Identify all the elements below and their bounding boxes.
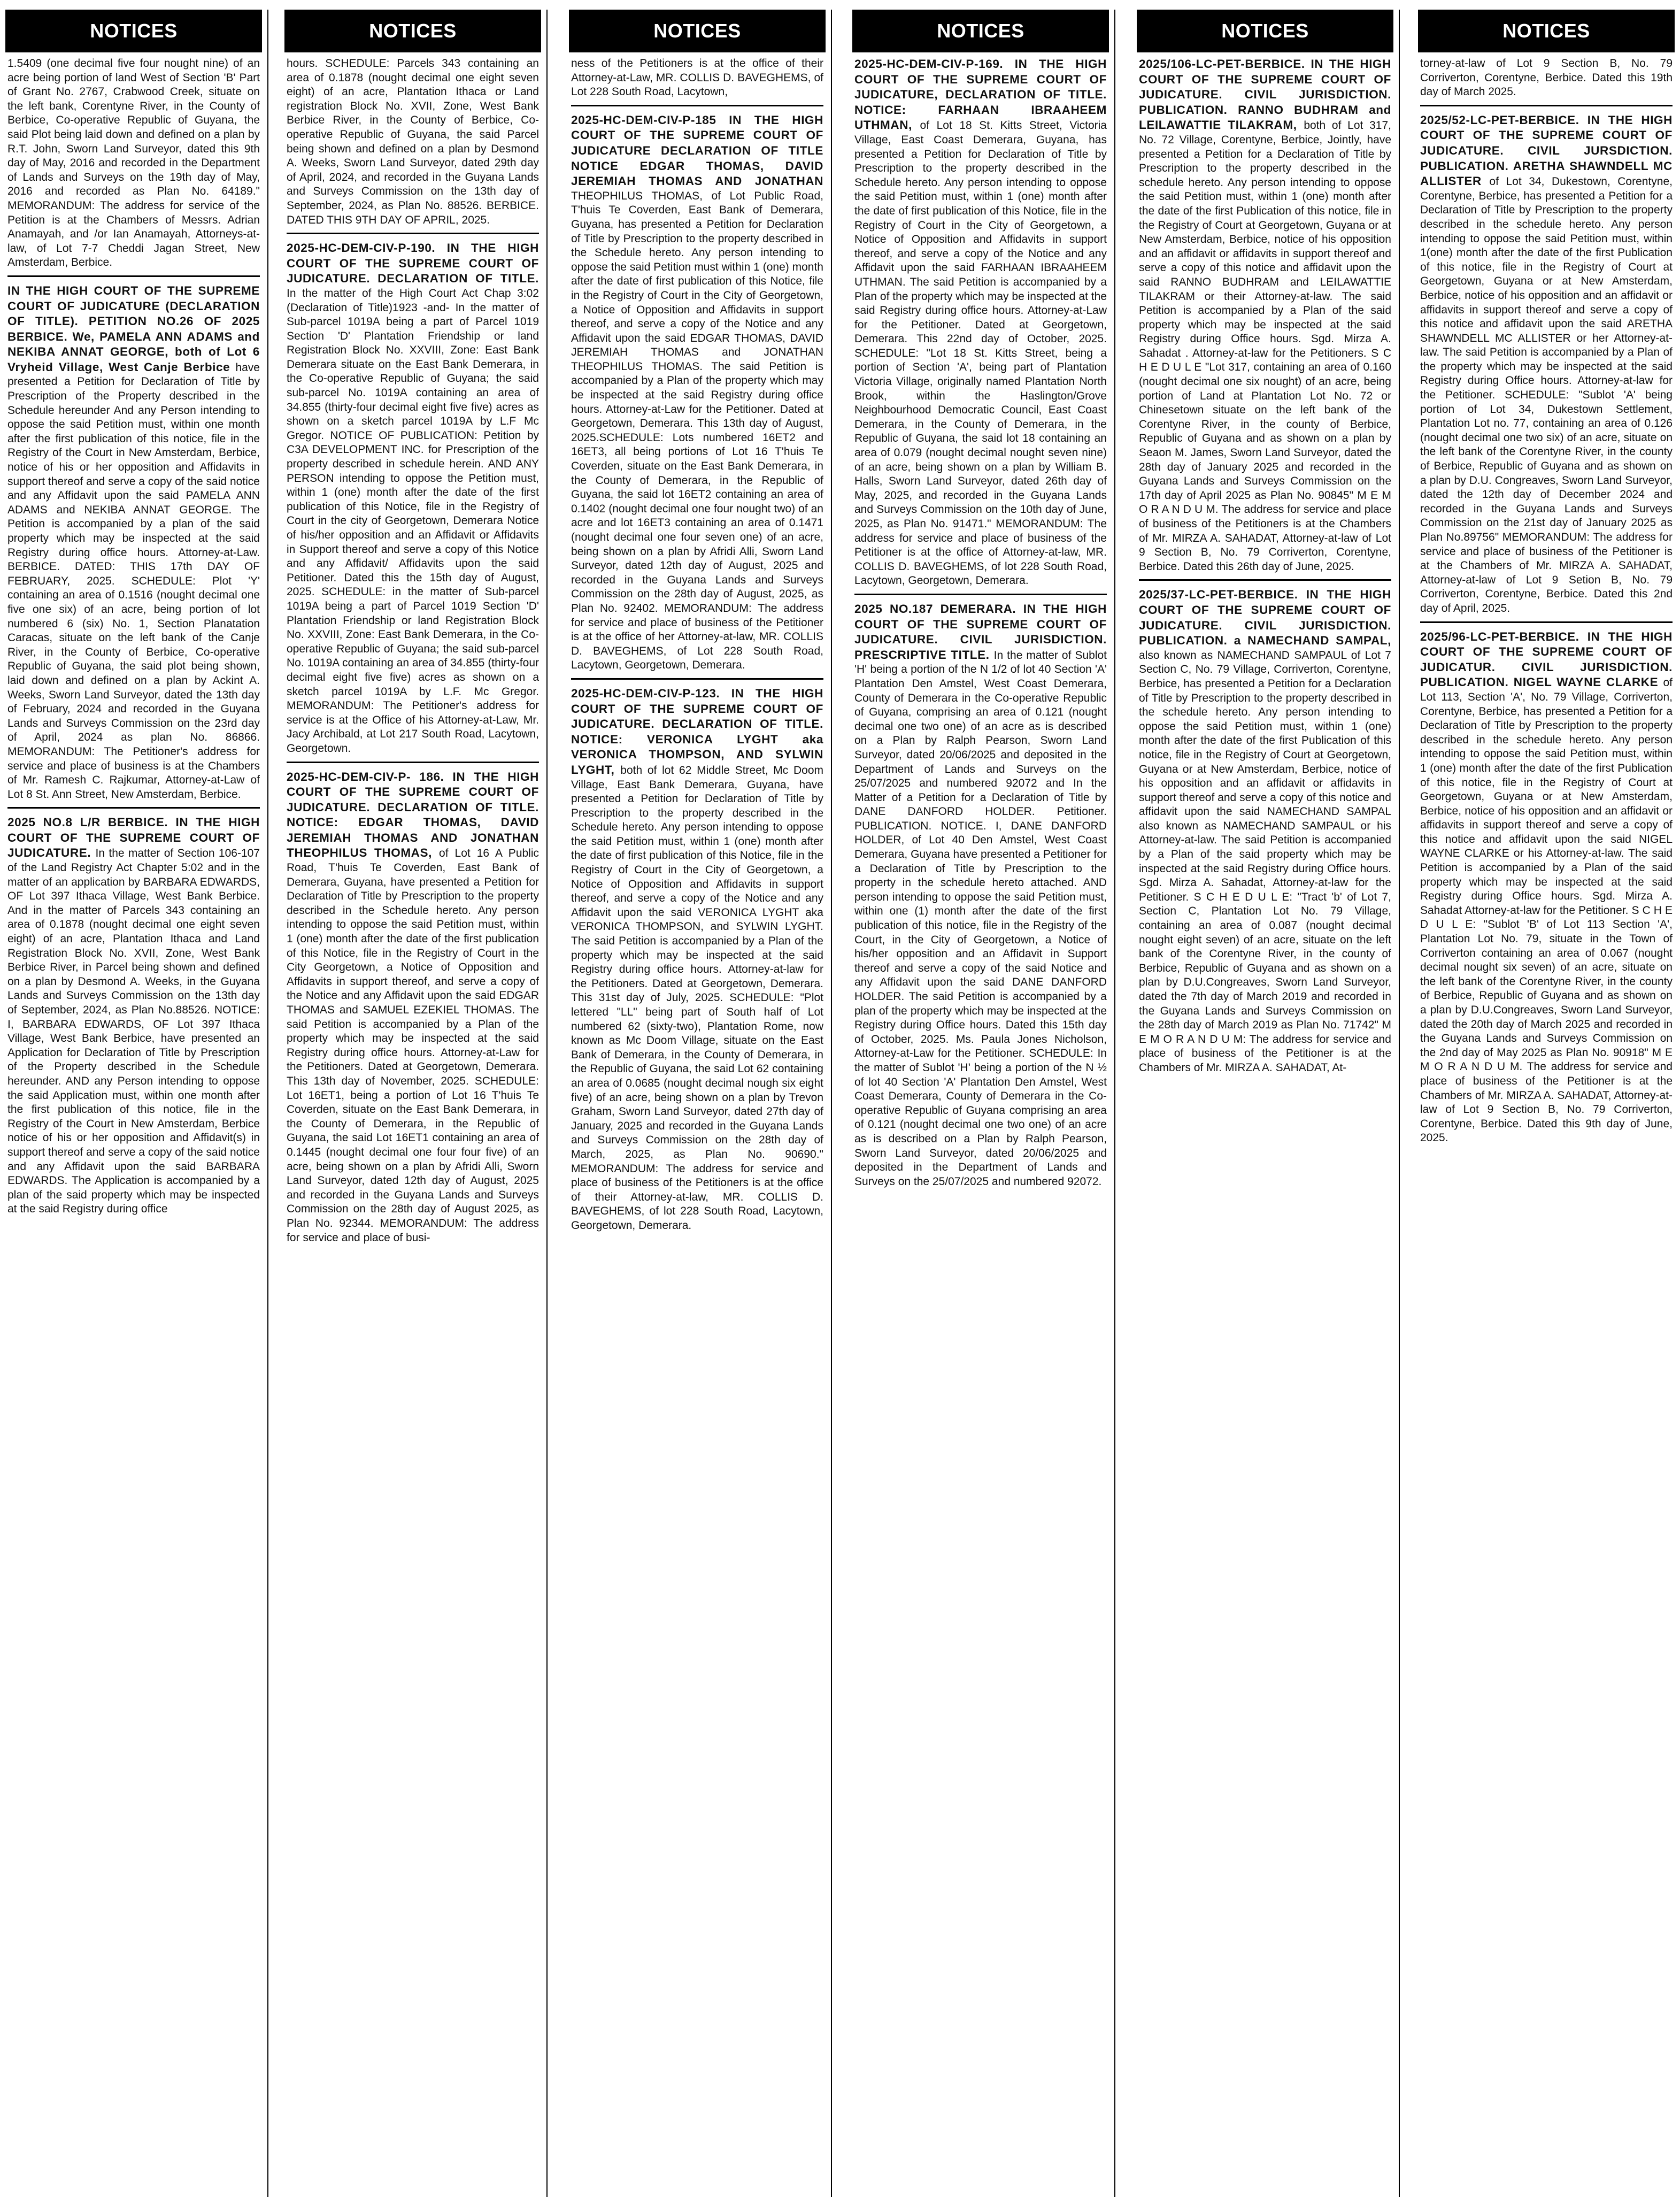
notice-column-4 bbox=[852, 10, 1109, 2197]
notice-paragraph bbox=[1139, 57, 1391, 574]
column-header: NOTICES bbox=[284, 10, 541, 52]
notice-text: ness of the Petitioners is at the office of their Attorney-at-Law, MR. COLLIS D. BAVEGHEMS, of Lot 228 South Road, Lacytown, bbox=[571, 57, 823, 98]
notice-text: In the matter of the High Court Act Chap 3:02 (Declaration of Title)1923 -and- In the matter of Sub-parcel 1019A being a part of Parcel 1019 Section 'D' Plantation Friendship or land Registration Block No. XXVIII, Zone: East Bank Demerara situate on the East Bank Demerara, in the Co-operative Republic of Guyana; the said sub-parcel No. 1019A containing an area of 34.855 (thirty-four decimal eight five five) acres as shown on a sketch parcel 1019A by L.F Mc Gregor. NOTICE OF PUBLICATION: Petition by C3A DEVELOPMENT INC. for Prescription of the property described in schedule herein. AND ANY PERSON intending to oppose the Petition must, within 1 (one) month after the date of the first publication of this Notice, file in the Registry of Court in the city of Georgetown, Demerara Notice of his/her opposition and an Affidavit or Affidavits in Support thereof and serve a copy of this Notice and any Affidavit/ Affidavits upon the said Petitioner. Dated this the 15th day of August, 2025. SCHEDULE: in the matter of Sub-parcel 1019A being a part of Parcel 1019 Section 'D' Plantation Friendship or land Registration Block No. XXVIII, Zone: East Bank Demerara, in the Co-operative Republic of Guyana; the said sub-parcel No. 1019A containing an area of 34.855 (thirty-four decimal eight five five) acres as shown on a sketch parcel 1019A by L.F. Mc Gregor. MEMORANDUM: The Petitioner's address for service is at the Office of his Attorney-at-Law, Mr. Jacy Archibald, at Lot 217 South Road, Lacytown, Georgetown. bbox=[287, 287, 539, 755]
column-header: NOTICES bbox=[1418, 10, 1675, 52]
notice-paragraph bbox=[854, 57, 1107, 588]
notice-title: 2025 NO.187 DEMERARA. IN THE HIGH COURT OF THE SUPREME COURT OF JUDICATURE. CIVIL JURISDICTION. PRESCRIPTIVE TITLE. bbox=[854, 602, 1107, 662]
column-divider bbox=[546, 10, 548, 2197]
notice-paragraph bbox=[571, 113, 823, 673]
notice-title: 2025-HC-DEM-CIV-P-169. IN THE HIGH COURT OF THE SUPREME COURT OF JUDICATURE, DECLARATION OF TITLE. NOTICE: FARHAAN IBRAAHEEM UTHMAN, bbox=[854, 57, 1107, 132]
notice-text: of Lot 113, Section 'A', No. 79 Village, Corriverton, Corentyne, Berbice, has presented a Petition for a Declaration of Title by Prescription to the property described in the schedule hereto. Any person intending to oppose the said Petition must, within 1 (one) month after the date of the first Publication of this notice, file in the Registry of Court at Georgetown, Guyana or at New Amsterdam, Berbice, notice of his opposition and an affidavit or affidavits in support thereof and serve a copy of this notice and affidavit upon the said NIGEL WAYNE CLARKE or his Attorney-at-law. The said Petition is accompanied by a Plan of the said property which may be inspected at the said Registry during Office hours. Sgd. Mirza A. Sahadat Attorney-at-law for the Petitioner. S C H E D U L E: "Sublot 'B' of Lot 113 Section 'A', Plantation Lot No. 79, situate in the Town of Corriverton containing an area of 0.067 (nought decimal nought six seven) of an acre, situate on the left bank of the Corentyne River, in the county of Berbice, Republic of Guyana and as shown on a plan by D.U.Congreaves, Sworn Land Surveyor, dated the 20th day of March 2025 and recorded in the Guyana Lands and Surveys Commission on the 2nd day of May 2025 as Plan No. 90918" M E M O R A N D U M. The address for service and place of business of the Petitioner is at the Chambers of Mr. MIRZA A. SAHADAT, Attorney-at-law of Lot 9 Section B, No. 79 Corriverton, Corentyne, Berbice. Dated this 9th day of June, 2025. bbox=[1420, 677, 1673, 1144]
column-divider bbox=[267, 10, 268, 2197]
column-header: NOTICES bbox=[569, 10, 826, 52]
notice-block bbox=[1139, 579, 1391, 1075]
notice-block bbox=[287, 57, 539, 227]
notice-title: 2025-HC-DEM-CIV-P-123. IN THE HIGH COURT OF THE SUPREME COURT OF JUDICATURE. DECLARATION OF TITLE. NOTICE: VERONICA LYGHT aka VERONICA THOMPSON, AND SYLWIN LYGHT, bbox=[571, 686, 823, 777]
notice-block bbox=[1420, 57, 1673, 99]
notice-text: of Lot 34, Dukestown, Corentyne, Corentyne, Berbice, has presented a Petition for a Declaration of Title by Prescription to the property described in the schedule hereto. Any person intending to oppose the said Petition must, within 1(one) month after the date of the first Publication of this notice, file in the Registry of Court at Georgetown, Guyana or at New Amsterdam, Berbice, notice of his opposition and an affidavit or affidavits in support thereof and serve a copy of this notice and affidavit upon the said ARETHA SHAWNDELL MC ALLISTER or her Attorney-at-law. The said Petition is accompanied by a Plan of the property which may be inspected at the said Registry during Office hours. Attorney-at-law for the Petitioner. SCHEDULE: "Sublot 'A' being portion of Lot 34, Dukestown Settlement, Plantation Lot no. 77, containing an area of 0.126 (nought decimal one two six) of an acre, situate on the left bank of the Corentyne River, in the county of Berbice, Republic of Guyana and as shown on a plan by D.U. Congreaves, Sworn Land Surveyor, dated the 12th day of December 2024 and recorded in the Guyana Lands and Surveys Commission on the 21st day of January 2025 as Plan No.89756" MEMORANDUM: The address for service and place of business of the Petitioner is at the Chambers of Mr. MIRZA A. SAHADAT, Attorney-at-law of Lot 9 Setion B, No. 79 Corriverton, Corentyne, Berbice. Dated this 2nd day of April, 2025. bbox=[1420, 175, 1673, 614]
notice-title: 2025-HC-DEM-CIV-P-190. IN THE HIGH COURT OF THE SUPREME COURT OF JUDICATURE. DECLARATION OF TITLE. bbox=[287, 241, 539, 286]
column-header: NOTICES bbox=[5, 10, 262, 52]
notice-block bbox=[854, 594, 1107, 1189]
notice-title: 2025-HC-DEM-CIV-P-185 IN THE HIGH COURT OF THE SUPREME COURT OF JUDICATURE DECLARATION OF TITLE NOTICE EDGAR THOMAS, DAVID JEREMIAH THOMAS AND JONATHAN bbox=[571, 113, 823, 188]
notice-title: 2025/106-LC-PET-BERBICE. IN THE HIGH COURT OF THE SUPREME COURT OF JUDICATURE. CIVIL JURISDICTION. PUBLICATION. RANNO BUDHRAM and LEILAWATTIE TILAKRAM, bbox=[1139, 57, 1391, 132]
notice-block bbox=[287, 233, 539, 756]
notice-column-5 bbox=[1137, 10, 1393, 2197]
notice-title: 2025-HC-DEM-CIV-P- 186. IN THE HIGH COURT OF THE SUPREME COURT OF JUDICATURE. DECLARATION OF TITLE. NOTICE: EDGAR THOMAS, DAVID JEREMIAH THOMAS AND JONATHAN THEOPHILUS THOMAS, bbox=[287, 770, 539, 860]
notice-text: of Lot 16 A Public Road, T'huis Te Coverden, East Bank of Demerara, Guyana, have presented a Petition for Declaration of Title by Prescription to the property described in the Schedule hereto. Any person intending to oppose the said Petition must, within 1 (one) month after the date of the first publication of this Notice, file in the Registry of Court in the City Georgetown, a Notice of Opposition and Affidavits in support thereof, and serve a copy of the Notice and any Affidavit upon the said EDGAR THOMAS and SAMUEL EZEKIEL THOMAS. The said Petition is accompanied by a Plan of the property which may be inspected at the said Registry during office hours. Attorney-at-Law for the Petitioners. Dated at Georgetown, Demerara. This 13th day of November, 2025. SCHEDULE: Lot 16ET1, being a portion of Lot 16 T'huis Te Coverden, situate on the East Bank Demerara, in the County of Demerara, in the Republic of Guyana, the said Lot 16ET1 containing an area of 0.1445 (nought decimal one four four five) of an acre, being shown on a plan by Afridi Alli, Sworn Land Surveyor, dated 12th day of August, 2025 and recorded in the Guyana Lands and Surveys Commission on the 28th day of August 2025, as Plan No. 92344. MEMORANDUM: The address for service and place of busi- bbox=[287, 847, 540, 1244]
notice-column-3 bbox=[569, 10, 826, 2197]
column-body bbox=[284, 52, 541, 1245]
notice-paragraph bbox=[571, 57, 823, 99]
notice-paragraph bbox=[854, 602, 1107, 1189]
notice-block bbox=[571, 678, 823, 1233]
notice-block bbox=[1420, 105, 1673, 616]
notice-block bbox=[571, 105, 823, 673]
notice-text: of Lot 18 St. Kitts Street, Victoria Village, East Coast Demerara, Guyana, has presented a Petition for Declaration of Title by Prescription to the property described in the Schedule hereto. Any person intending to oppose the said Petition must, within 1 (one) month after the date of first publication of this Notice, file in the Registry of Court in the City of Georgetown, a Notice of Opposition and Affidavits in support thereof, and serve a copy of the Notice and any Affidavit upon the said FARHAAN IBRAAHEEM UTHMAN. The said Petition is accompanied by a Plan of the property which may be inspected at the said Registry during office hours. Attorney-at-Law for the Petitioner. Dated at Georgetown, Demerara. This 22nd day of October, 2025. SCHEDULE: "Lot 18 St. Kitts Street, being a portion of Section 'A', being part of Plantation Victoria Village, originally named Plantation North Brook, within the Haslington/Grove Neighbourhood Democratic Council, East Coast Demerara, in the County of Demerara, in the Republic of Guyana, the said lot 18 containing an area of 0.079 (nought decimal nought seven nine) of an acre, being shown on a plan by William B. Halls, Sworn Land Surveyor, dated 26th day of May, 2025, and recorded in the Guyana Lands and Surveys Commission on the 10th day of June, 2025, as Plan No. 91471." MEMORANDUM: The address for service and place of business of the Petitioner is at the office of Attorney-at-law, MR. COLLIS D. BAVEGHEMS, of lot 228 South Road, Lacytown, Georgetown, Demerara. bbox=[854, 119, 1107, 587]
notice-title: 2025/52-LC-PET-BERBICE. IN THE HIGH COURT OF THE SUPREME COURT OF JUDICATURE. CIVIL JURSDICTION. PUBLICATION. ARETHA SHAWNDELL MC ALLISTER bbox=[1420, 113, 1673, 188]
notice-block bbox=[7, 275, 260, 802]
notice-text: also known as NAMECHAND SAMPAUL of Lot 7 Section C, No. 79 Village, Corriverton, Corentyne, Berbice, has presented a Petition for a Declaration of Title by Prescription to the property described in the schedule hereto. Any person intending to oppose the said Petition must, within 1 (one) month after the date of the first Publication of this notice, file in the Registry of Court at Georgetown, Guyana or at New Amsterdam, Berbice, notice of his opposition and an affidavit or affidavits in support thereof and serve a copy of this notice and affidavit upon the said NAMECHAND SAMPAL also known as NAMECHAND SAMPAUL or his Attorney-at-law. The said Petition is accompanied by a Plan of the said property which may be inspected at the said Registry during Office hours. Sgd. Mirza A. Sahadat, Attorney-at-law for the Petitioner. S C H E D U L E: "Tract 'b' of Lot 7, Section C, Plantation Lot No. 79 Village, containing an area of 0.087 (nought decimal nought eight seven) of an acre, situate on the left bank of the Corentyne River, in the county of Berbice, Republic of Guyana and as shown on a plan by D.U.Congreaves, Sworn Land Surveyor, dated the 7th day of March 2019 and recorded in the Guyana Lands and Surveys Commission on the 28th day of March 2019 as Plan No. 71742" M E M O R A N D U M: The address for service and place of business of the Petitioner is at the Chambers of Mr. MIRZA A. SAHADAT, At- bbox=[1139, 649, 1391, 1074]
notice-title: 2025/96-LC-PET-BERBICE. IN THE HIGH COURT OF THE SUPREME COURT OF JUDICATUR. CIVIL JURISDICTION. PUBLICATION. NIGEL WAYNE CLARKE bbox=[1420, 629, 1673, 689]
notice-paragraph bbox=[287, 770, 539, 1246]
column-header: NOTICES bbox=[1137, 10, 1393, 52]
notice-block bbox=[571, 57, 823, 99]
notice-block bbox=[1420, 621, 1673, 1146]
notice-paragraph bbox=[7, 57, 260, 270]
notice-title: 2025 NO.8 L/R BERBICE. IN THE HIGH COURT OF THE SUPREME COURT OF JUDICATURE. bbox=[7, 816, 260, 860]
notice-block bbox=[287, 762, 539, 1246]
notice-block bbox=[7, 57, 260, 270]
notice-paragraph bbox=[1139, 587, 1391, 1075]
column-header: NOTICES bbox=[852, 10, 1109, 52]
notice-text: hours. SCHEDULE: Parcels 343 containing an area of 0.1878 (nought decimal one eight seven eight) of an acre, Plantation Ithaca or Land registration Block No. XVII, Zone, West Bank Berbice River, in the County of Berbice, Co-operative Republic of Guyana, the said Parcel being shown and defined on a plan by Desmond A. Weeks, Sworn Land Surveyor, dated 29th day of April, 2024, and recorded in the Guyana Lands and Surveys Commission on the 13th day of September, 2024, as Plan No. 88526. BERBICE. DATED THIS 9TH DAY OF APRIL, 2025. bbox=[287, 57, 539, 226]
notice-text: torney-at-law of Lot 9 Section B, No. 79 Corriverton, Corentyne, Berbice. Dated this 19th day of March 2025. bbox=[1420, 57, 1673, 98]
notice-paragraph bbox=[287, 241, 539, 756]
notice-text: 1.5409 (one decimal five four nought nine) of an acre being portion of land West of Section 'B' Part of Grant No. 2767, Crabwood Creek, situate on the left bank, Corentyne River, in the County of Berbice, Co-operative Republic of Guyana, the said Plot being laid down and defined on a plan by R.T. John, Sworn Land Surveyor, dated this 9th day of May, 2016 and recorded in the Department of Lands and Surveys on the 19th day of May, 2016 and recorded as Plan No. 64189." MEMORANDUM: The address for service of the Petition is at the Chambers of Messrs. Adrian Anamayah, and /or Ian Anamayah, Attorneys-at-law, of Lot 7-7 Cheddi Jagan Street, New Amsterdam, Berbice. bbox=[7, 57, 260, 269]
notice-paragraph bbox=[1420, 113, 1673, 616]
column-body bbox=[569, 52, 826, 1233]
notice-block bbox=[854, 57, 1107, 588]
notice-paragraph bbox=[7, 283, 260, 802]
notice-text: In the matter of Section 106-107 of the Land Registry Act Chapter 5:02 and in the matter of an application by BARBARA EDWARDS, OF Lot 397 Ithaca Village, West Bank Berbice. And in the matter of Parcels 343 containing an area of 0.1878 (nought decimal one eight seven eight) of an acre, Plantation Ithaca and Land Registration Block No. XVII, Zone, West Bank Berbice River, in Parcel being shown and defined on a plan by Desmond A. Weeks, in the Guyana Lands and Surveys Commission on the 13th day of September, 2024, as Plan No.88526. NOTICE: I, BARBARA EDWARDS, OF Lot 397 Ithaca Village, West Bank Berbice, have presented an Application for Declaration of Title by Prescription of the Property described in the Schedule hereunder. AND any Person intending to oppose the said Application must, within one month after the first publication of this notice, file in the Registry of the Court in New Amsterdam, Berbice notice of his or her opposition and Affidavit(s) in support thereof and serve a copy of the said notice and any Affidavit upon the said BARBARA EDWARDS. The Application is accompanied by a plan of the said property which may be inspected at the said Registry during office bbox=[7, 847, 260, 1216]
notice-text: have presented a Petition for Declaration of Title by Prescription of the Property described in the Schedule hereunder And any Person intending to oppose the said Petition must, within one month after the first publication of this notice, file in the Registry of the Court in New Amsterdam, Berbice, notice of his or her opposition and Affidavits in support thereof and serve a copy of the said notice and any Affidavit upon the said PAMELA ANN ADAMS and NEKIBA ANNAT GEORGE. The Petition is accompanied by a plan of the said property which may be inspected at the said Registry during office hours. Attorney-at-Law. BERBICE. DATED: THIS 17th DAY OF FEBRUARY, 2025. SCHEDULE: Plot 'Y' containing an area of 0.1516 (nought decimal one five one six) of an acre, being portion of lot numbered 6 (six) No. 1, Section Planatation Caracas, situate on the left bank of the Canje River, in the County of Berbice, Co-operative Republic of Guyana, the said plot being shown, laid down and defined on a plan by Ackint A. Weeks, Sworn Land Surveyor, dated the 13th day of February, 2024 and recorded in the Guyana Lands and Surveys Commission on the 23rd day of April, 2024 as plan No. 86866. MEMORANDUM: The Petitioner's address for service and place of business is at the Chambers of Mr. Ramesh C. Rajkumar, Attorney-at-Law of Lot 8 St. Ann Street, New Amsterdam, Berbice. bbox=[7, 361, 260, 801]
notice-paragraph bbox=[7, 815, 260, 1217]
notice-block bbox=[7, 807, 260, 1217]
column-body bbox=[5, 52, 262, 1217]
notice-title: 2025/37-LC-PET-BERBICE. IN THE HIGH COURT OF THE SUPREME COURT OF JUDICATURE. CIVIL JURISDICTION. PUBLICATION. a NAMECHAND SAMPAL, bbox=[1139, 588, 1391, 648]
notice-column-6 bbox=[1418, 10, 1675, 2197]
notice-column-2 bbox=[284, 10, 541, 2197]
notice-column-1 bbox=[5, 10, 262, 2197]
notice-text: In the matter of Sublot 'H' being a portion of the N 1/2 of lot 40 Section 'A' Plantation Den Amstel, West Coast Demerara, County of Demerara in the Co-operative Republic of Guyana, comprising an area of 0.121 (nought decimal one two one) of an acre as is described on a Plan by Ralph Pearson, Sworn Land Surveyor, dated 20/06/2025 and deposited in the Department of Lands and Surveys on the 25/07/2025 and numbered 92072 and In the Matter of a Petition for a Declaration of Title by DANE DANFORD HOLDER. Petitioner. PUBLICATION. NOTICE. I, DANE DANFORD HOLDER, of Lot 40 Den Amstel, West Coast Demerara, Guyana have presented a Petitioner for a Declaration of Title by Prescription to the property in the schedule hereto attached. AND person intending to oppose the said Petition must, within one (1) month after the date of the first publication of this notice, file in the Registry of the Court, in the City of Georgetown, a Notice of his/her opposition and an Affidavit in Support thereof and serve a copy of the said Notice and any Affidavit upon the said DANE DANFORD HOLDER. The said Petition is accompanied by a plan of the property which may be inspected at the Registry during Office hours. Dated this 15th day of October, 2025. Ms. Paula Jones Nicholson, Attorney-at-Law for the Petitioner. SCHEDULE: In the matter of Sublot 'H' being a portion of the N ½ of lot 40 Section 'A' Plantation Den Amstel, West Coast Demerara, County of Demerara in the Co-operative Republic of Guyana comprising an area of 0.121 (nought decimal one two one) of an acre as is described on a Plan by Ralph Pearson, Sworn Land Surveyor, dated 20/06/2025 and deposited in the Department of Lands and Surveys on the 25/07/2025 and numbered 92072. bbox=[854, 649, 1107, 1188]
column-body bbox=[1137, 52, 1393, 1075]
notice-paragraph bbox=[1420, 629, 1673, 1146]
notice-text: both of lot 62 Middle Street, Mc Doom Village, East Bank Demerara, Guyana, have presented a Petition for Declaration of Title by Prescription to the property described in the Schedule hereto. Any person intending to oppose the said Petition must, within 1 (one) month after the date of first publication of this Notice, file in the Registry of Court in the City of Georgetown, a Notice of Opposition and Affidavits in support thereof, and serve a copy of the Notice and any Affidavit upon the said VERONICA LYGHT aka VERONICA THOMPSON, and SYLWIN LYGHT. The said Petition is accompanied by a Plan of the property which may be inspected at the said Registry during office hours. Attorney-at-law for the Petitioners. Dated at Georgetown, Demerara. This 31st day of July, 2025. SCHEDULE: "Plot lettered "LL" being part of South half of Lot numbered 62 (sixty-two), Plantation Rome, now known as Mc Doom Village, situate on the East Bank of Demerara, in the County of Demerara, in the Republic of Guyana, the said Lot 62 containing an area of 0.0685 (nought decimal nough six eight five) of an acre, being shown on a plan by Trevon Graham, Sworn Land Surveyor, dated 27th day of January, 2025 and recorded in the Guyana Lands and Surveys Commission on the 28th day of March, 2025, as Plan No. 90690." MEMORANDUM: The address for service and place of business of the Petitioners is at the office of their Attorney-at-law, MR. COLLIS D. BAVEGHEMS, of lot 228 South Road, Lacytown, Georgetown, Demerara. bbox=[571, 764, 824, 1232]
column-divider bbox=[1114, 10, 1115, 2197]
notice-text: both of Lot 317, No. 72 Village, Corentyne, Berbice, Jointly, have presented a Petition for a Declaration of Title by Prescription to the property described in the schedule hereto. Any person intending to oppose the said Petition must, within 1 (one) month after the date of the first Publication of this notice, file in the Registry of Court at Georgetown, Guyana or at New Amsterdam, Berbice, notice of his opposition and an affidavit or affidavits in support thereof and serve a copy of this notice and affidavit upon the said RANNO BUDHRAM and LEILAWATTIE TILAKRAM or their Attorney-at-law. The said Petition is accompanied by a Plan of the said property which may be inspected at the said Registry during Office hours. Sgd. Mirza A. Sahadat . Attorney-at-law for the Petitioners. S C H E D U L E "Lot 317, containing an area of 0.160 (nought decimal one six nought) of an acre, being portion of Land at Plantation Lot No. 72 or Chinesetown situate on the left bank of the Corentyne River, in the county of Berbice, Republic of Guyana and as shown on a plan by Seaon M. James, Sworn Land Surveyor, dated the 28th day of January 2025 and recorded in the Guyana Lands and Surveys Commission on the 17th day of April 2025 as Plan No. 90845" M E M O R A N D U M. The address for service and place of business of the Petitioners is at the Chambers of Mr. MIRZA A. SAHADAT, Attorney-at-law of Lot 9 Section B, No. 79 Corriverton, Corentyne, Berbice. Dated this 26th day of June, 2025. bbox=[1139, 119, 1391, 573]
column-divider bbox=[831, 10, 832, 2197]
column-body bbox=[1418, 52, 1675, 1146]
notice-text: THEOPHILUS THOMAS, of Lot Public Road, T'huis Te Coverden, East Bank of Demerara, Guyana, has presented a Petition for Declaration of Title by Prescription to the property described in the Schedule hereto. Any person intending to oppose the said Petition must within 1 (one) month after the date of first publication of this Notice, file in the Registry of Court in the City of Georgetown, a Notice of Opposition and Affidavits in support thereof, and serve a copy of the Notice and any Affidavit upon the said EDGAR THOMAS, DAVID JEREMIAH THOMAS and JONATHAN THEOPHILUS THOMAS. The said Petition is accompanied by a Plan of the property which may be inspected at the said Registry during office hours. Attorney-at-Law for the Petitioner. Dated at Georgetown, Demerara. This 13th day of August, 2025.SCHEDULE: Lots numbered 16ET2 and 16ET3, all being portions of Lot 16 T'huis Te Coverden, situate on the East Bank Demerara, in the County of Demerara, in the Republic of Guyana, the said lot 16ET2 containing an area of 0.1402 (nought decimal one four nought two) of an acre and lot 16ET3 containing an area of 0.1471 (nought decimal one four seven one) of an acre, being shown on a plan by Afridi Alli, Sworn Land Surveyor, dated 12th day of August, 2025 and recorded in the Guyana Lands and Surveys Commission on the 28th day of August, 2025, as Plan No. 92402. MEMORANDUM: The address for service and place of business of the Petitioner is at the office of her Attorney-at-law, MR. COLLIS D. BAVEGHEMS, of Lot 228 South Road, Lacytown, Georgetown, Demerara. bbox=[571, 189, 823, 672]
column-body bbox=[852, 52, 1109, 1189]
column-divider bbox=[1399, 10, 1400, 2197]
notice-title: IN THE HIGH COURT OF THE SUPREME COURT OF JUDICATURE (DECLARATION OF TITLE). PETITION NO.26 OF 2025 BERBICE. We, PAMELA ANN ADAMS and NEKIBA ANNAT GEORGE, both of Lot 6 Vryheid Village, West Canje Berbice bbox=[7, 283, 260, 374]
notice-paragraph bbox=[1420, 57, 1673, 99]
notice-paragraph bbox=[571, 686, 823, 1233]
notice-paragraph bbox=[287, 57, 539, 227]
notice-block bbox=[1139, 57, 1391, 574]
